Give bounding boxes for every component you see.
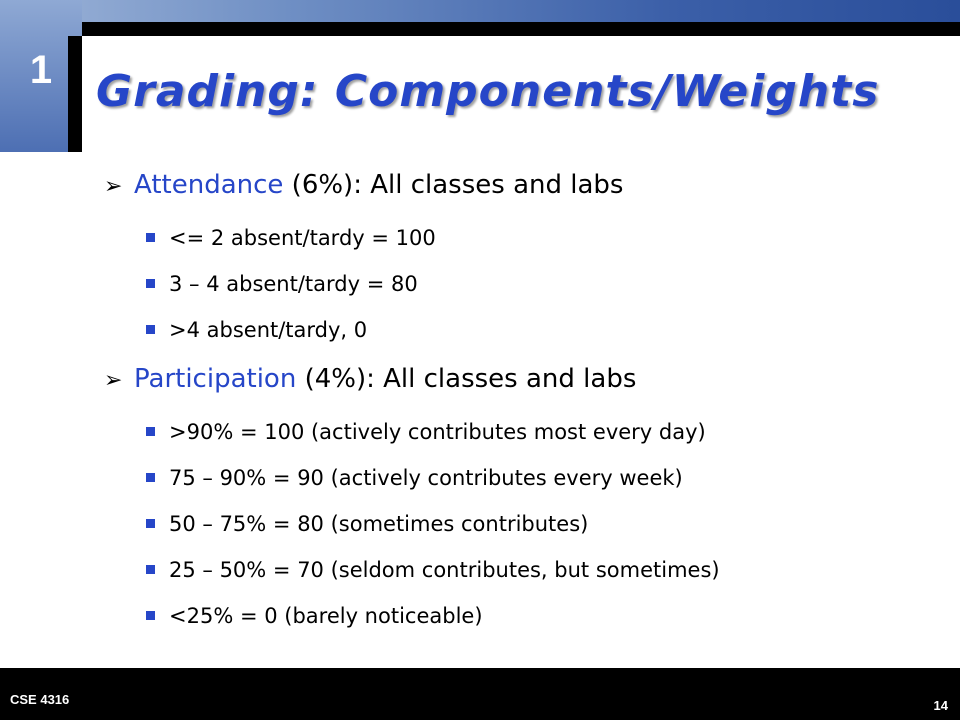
square-bullet-icon (146, 611, 155, 620)
arrow-bullet-icon: ➢ (104, 368, 123, 393)
title-rule (82, 22, 960, 36)
list-item (146, 512, 588, 536)
list-item (146, 558, 720, 582)
list-item-text: <= 2 absent/tardy = 100 (169, 226, 436, 250)
section-attendance (104, 170, 623, 200)
list-item-text: >90% = 100 (actively contributes most every day) (169, 420, 706, 444)
list-item (146, 466, 683, 490)
page-number: 14 (933, 698, 948, 713)
section-detail: (4%): All classes and labs (296, 364, 637, 394)
list-item-text: 3 – 4 absent/tardy = 80 (169, 272, 418, 296)
section-detail: (6%): All classes and labs (283, 170, 624, 200)
list-item (146, 226, 436, 250)
list-item-text: 25 – 50% = 70 (seldom contributes, but sometimes) (169, 558, 720, 582)
section-keyword: Participation (134, 364, 297, 394)
list-item (146, 420, 706, 444)
list-item-text: <25% = 0 (barely noticeable) (169, 604, 483, 628)
slide-title: Grading: Components/Weights (96, 66, 880, 117)
arrow-bullet-icon: ➢ (104, 174, 123, 199)
square-bullet-icon (146, 233, 155, 242)
list-item-text: 75 – 90% = 90 (actively contributes every week) (169, 466, 683, 490)
square-bullet-icon (146, 325, 155, 334)
section-keyword: Attendance (134, 170, 284, 200)
footer-bar (0, 668, 960, 720)
list-item (146, 272, 418, 296)
slide-number: 1 (29, 48, 53, 92)
list-item-text: >4 absent/tardy, 0 (169, 318, 368, 342)
square-bullet-icon (146, 473, 155, 482)
list-item (146, 604, 483, 628)
course-label: CSE 4316 (10, 692, 70, 707)
header-band (0, 0, 960, 22)
square-bullet-icon (146, 427, 155, 436)
square-bullet-icon (146, 519, 155, 528)
list-item (146, 318, 367, 342)
section-participation (104, 364, 636, 394)
square-bullet-icon (146, 279, 155, 288)
square-bullet-icon (146, 565, 155, 574)
list-item-text: 50 – 75% = 80 (sometimes contributes) (169, 512, 589, 536)
